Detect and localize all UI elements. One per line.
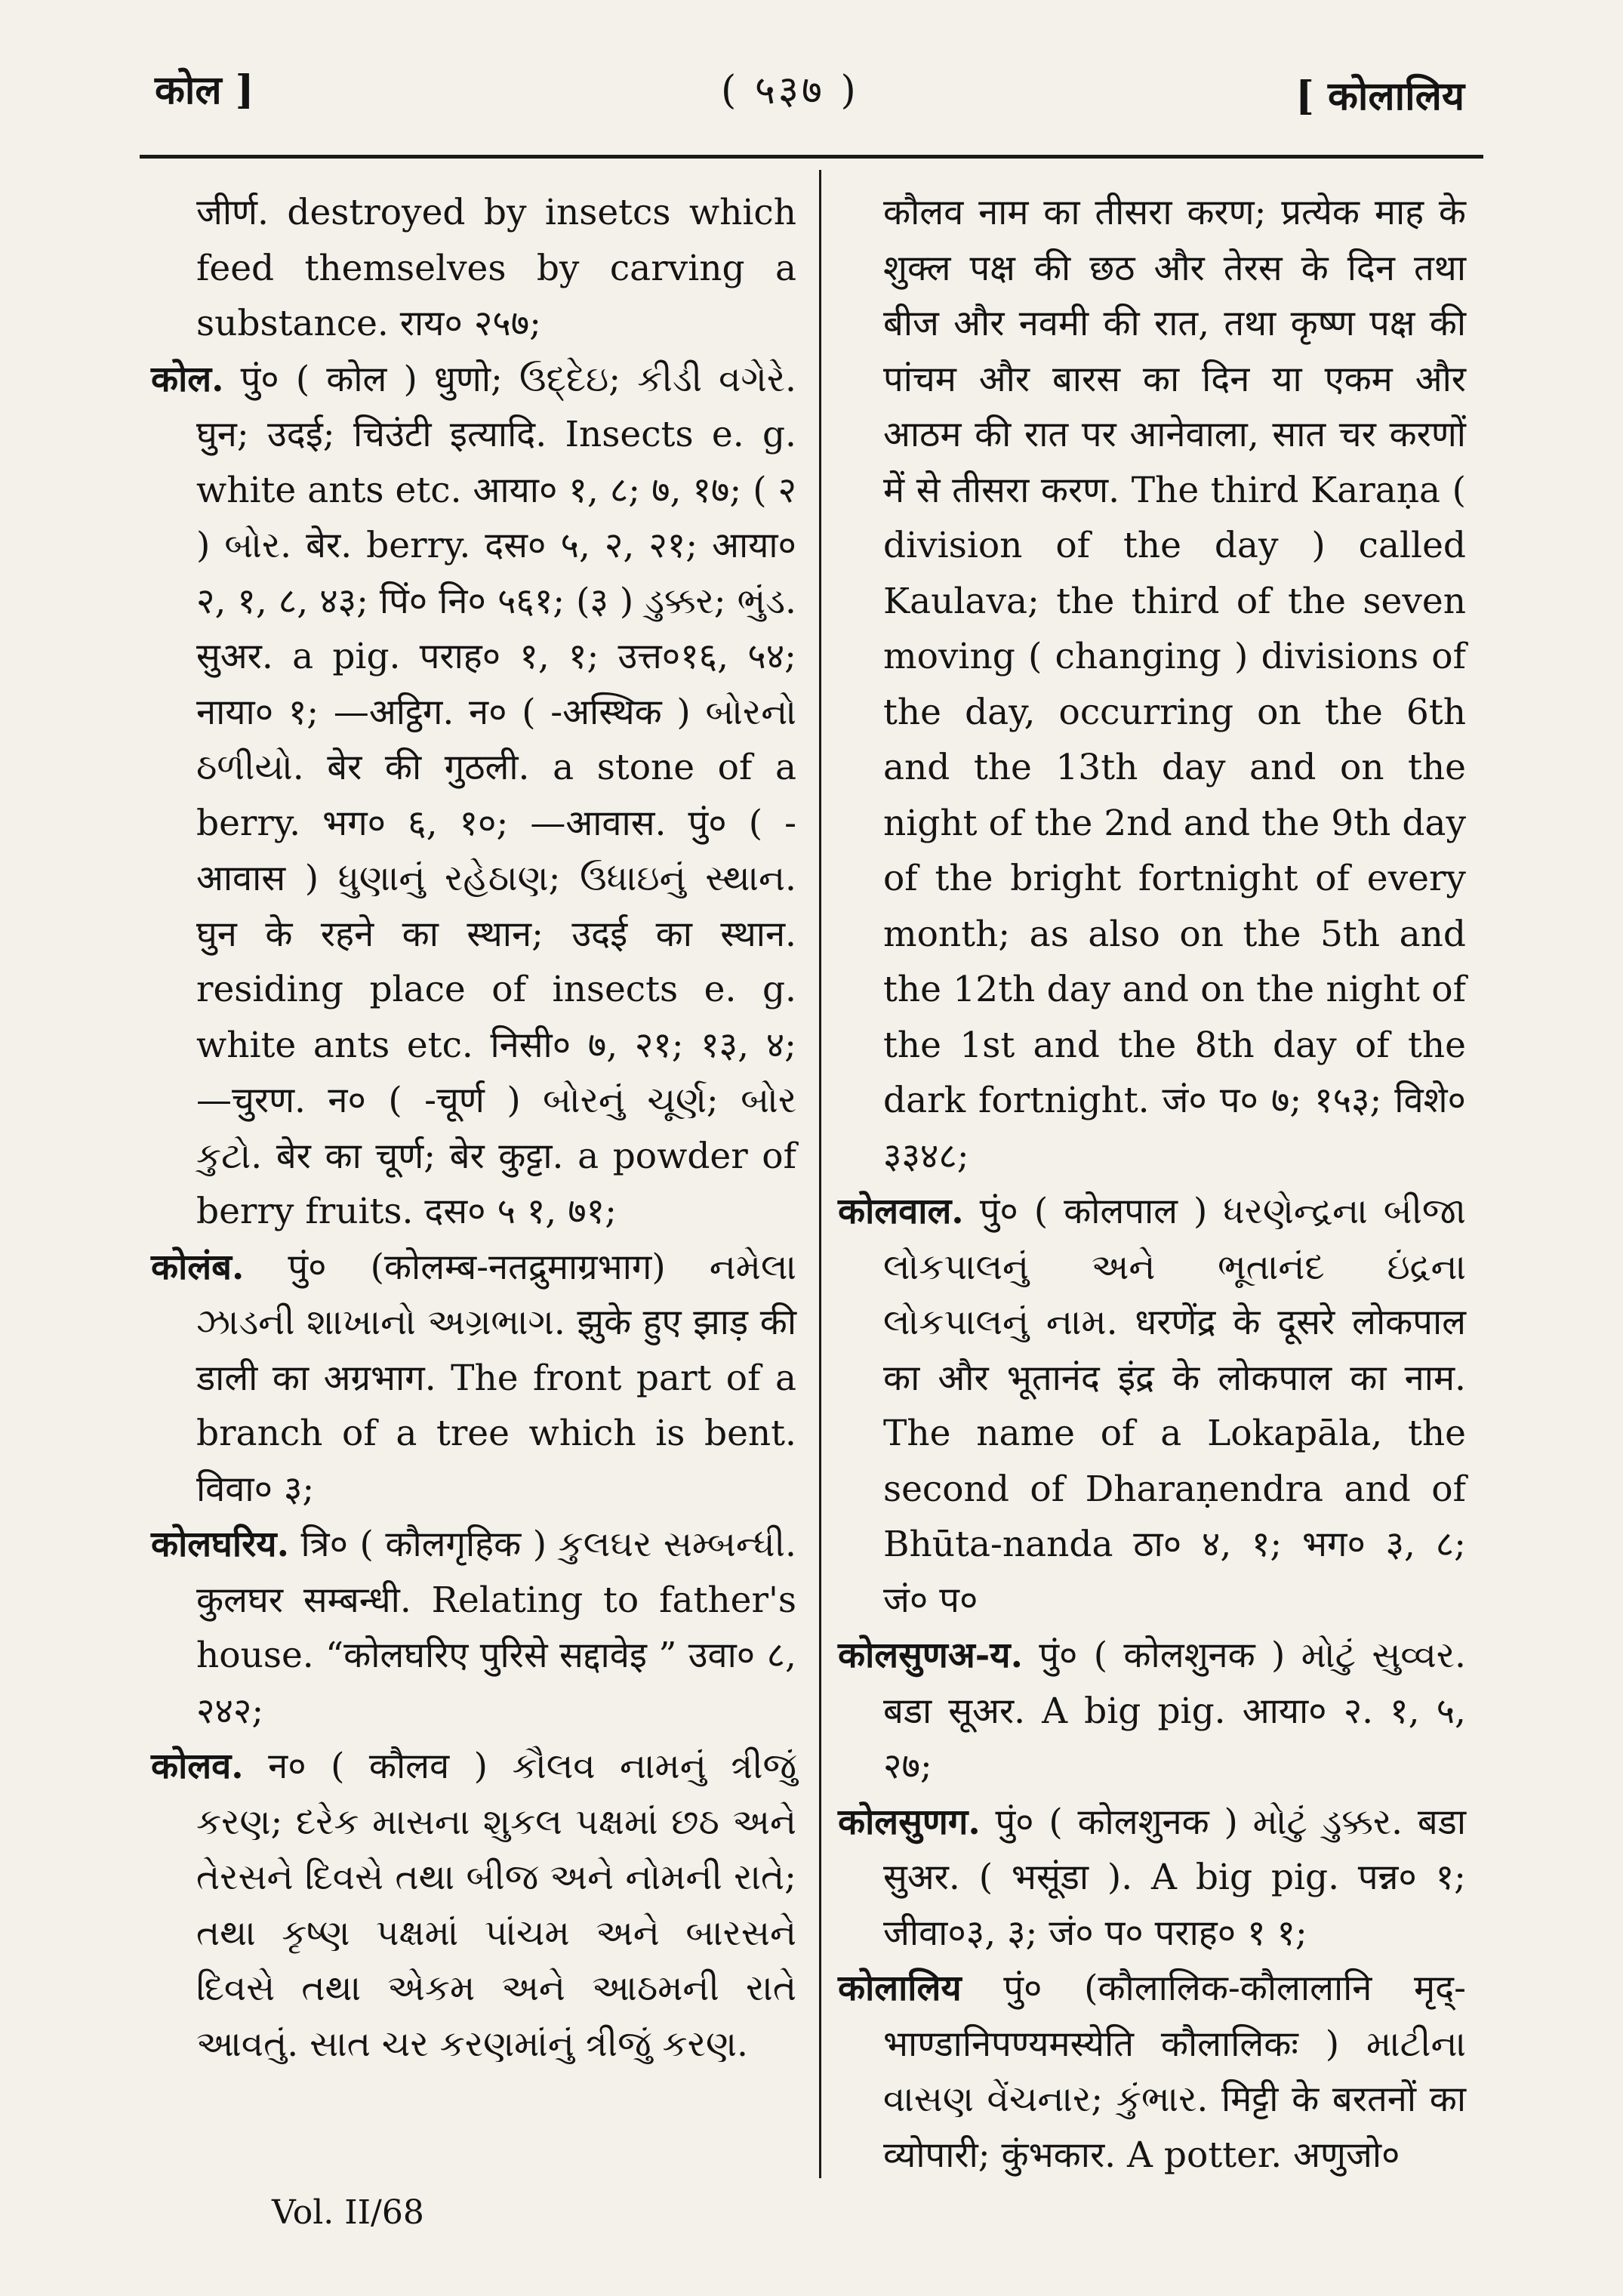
dictionary-entry bbox=[838, 1184, 1466, 1628]
entry-headword: कोलवाल. bbox=[838, 1191, 964, 1232]
dictionary-entry bbox=[838, 1628, 1466, 1795]
dictionary-entry bbox=[151, 1517, 796, 1739]
entry-headword: कोलालिय bbox=[838, 1968, 962, 2009]
entry-headword: कोलव. bbox=[151, 1746, 244, 1787]
dictionary-entry bbox=[151, 1739, 796, 2072]
dictionary-entry bbox=[151, 352, 796, 1240]
entry-headword: कोलंब. bbox=[151, 1246, 245, 1288]
entry-headword: कोल. bbox=[151, 358, 224, 400]
dictionary-entry bbox=[151, 1240, 796, 1518]
entry-body: पुं० ( कोलशुनक ) મોટું ડુક્કર. बडा सुअर. ( भसूंडा ). A big pig. पन्न० १; जीवा०३, ३; जं० प० पराह० १ १; bbox=[883, 1801, 1466, 1954]
header-left-guideword: कोल ] bbox=[155, 67, 254, 113]
dictionary-entry: कौलव नाम का तीसरा करण; प्रत्येक माह के शुक्ल पक्ष की छठ और तेरस के दिन तथा बीज और नवमी की रात, तथा कृष्ण पक्ष की पांचम और बारस का दिन या एकम और आठम की रात पर आनेवाला, सात चर करणों में से तीसरा करण. The third Karaṇa ( division of the day ) called Kaulava; the third of the seven moving ( changing ) divisions of thе day, occurring on the 6th and the 13th day and on the night of the 2nd and the 9th day of the bright fortnight of every month; as also on the 5th and the 12th day and on the night of the 1st and the 8th day of the dark fortnight. जं० प० ७; १५३; विशे० ३३४८; bbox=[883, 192, 1466, 1177]
entry-body: पुं० ( कोलपाल ) ધરણેન્દ્રના બીજા લોકપાલનું અને ભૂતાનંદ ઇંદ્રના લોકપાલનું નામ. धरणेंद्र के दूसरे लोकपाल का और भूतानंद इंद्र के लोकपाल का नाम. The name of a Lokapāla, the second of Dharaṇendra and of Bhūta-nanda ठा० ४, १; भग० ३, ८; जं० प० bbox=[883, 1191, 1466, 1621]
entry-headword: कोलघरिय. bbox=[151, 1524, 289, 1565]
entry-body: पुं० (कौलालिक-कौलालानि मृद्-भाण्डानिपण्यमस्येति कौलालिकः ) માટીના વાસણ વેંચનાર; કુંભાર. मिट्टी के बरतनों का व्योपारी; कुंभकार. A potter. अणुजो० bbox=[883, 1968, 1466, 2176]
entry-body: न० ( कौलव ) કૌલવ નામનું ત્રીજું કરણ; દરેક માસના શુકલ પક્ષમાં છઠ અને તેરસને દિવસે તથા બીજ અને નોમની રાતે; તથા કૃષ્ણ પક્ષમાં પાંચમ અને બારસને દિવસે તથા એકમ અને આઠમની રાતે આવતું. સાત ચર કરણમાંનું ત્રીજું કરણ. bbox=[196, 1746, 796, 2065]
page-header bbox=[0, 53, 1623, 143]
entry-headword: कोलसुणअ-य. bbox=[838, 1635, 1023, 1676]
entry-headword: कोलसुणग. bbox=[838, 1801, 981, 1843]
left-column bbox=[151, 185, 796, 2072]
dictionary-entry bbox=[838, 1795, 1466, 1962]
page-number: ( ५३७ ) bbox=[721, 68, 859, 113]
entry-body: पुं० ( कोलशुनक ) મોટું સુવ્વર. बडा सूअर. A big pig. आया० २. १, ५, २७; bbox=[883, 1635, 1466, 1787]
header-right-guideword: [ कोलालिय bbox=[1295, 73, 1464, 119]
entry-body: त्रि० ( कौलगृहिक ) કુલઘર સમ્બન્ધી. कुलघर सम्बन्धी. Relating to father's house. “कोलघरिए पुरिसे सद्दावेइ ” उवा० ८, २४२; bbox=[196, 1524, 796, 1732]
right-column bbox=[838, 185, 1466, 2183]
header-rule bbox=[140, 155, 1483, 159]
entry-body: पुं० ( कोल ) धुणो; ઉદ્દેઇ; કીડી વગેરે. घुन; उदई; चिउंटी इत्यादि. Insects e. g. white ants etc. आया० १, ८; ७, १७; ( २ ) બોર. बेर. berry. दस० ५, २, २१; आया० २, १, ८, ४३; पिं० नि० ५६१; (३ ) ડુક્કર; ભુંડ. सुअर. a pig. पराह० १, १; उत्त०१६, ५४; नाया० १; —अट्ठिग. न० ( -अस्थिक ) બોરનો ઠળીયો. बेर की गुठली. a stone of a berry. भग० ६, १०; —आवास. पुं० ( -आवास ) ધુણાનું રહેઠાણ; ઉધાઇનું સ્થાન. घुन के रहने का स्थान; उदई का स्थान. residing place of insects e. g. white ants etc. निसी० ७, २१; १३, ४; —चुरण. न० ( -चूर्ण ) બોરનું ચૂર્ણ; બોર કુટો. बेर का चूर्ण; बेर कुट्टा. a powder of berry fruits. दस० ५ १, ७१; bbox=[196, 358, 796, 1232]
column-divider bbox=[819, 170, 821, 2178]
dictionary-entry bbox=[838, 1961, 1466, 2183]
dictionary-entry: जीर्ण. destroyed by insetcs which feed themselves by carving a substance. राय० २५७; bbox=[196, 192, 796, 344]
entry-body: पुं० (कोलम्ब-नतद्रुमाग्रभाग) નમેલા ઝાડની શાખાનો અગ્રભાગ. झुके हुए झाड़ की डाली का अग्रभाग. The front part of a branch of a tree which is bent. विवा० ३; bbox=[196, 1246, 796, 1510]
volume-footer: Vol. II/68 bbox=[272, 2193, 424, 2232]
